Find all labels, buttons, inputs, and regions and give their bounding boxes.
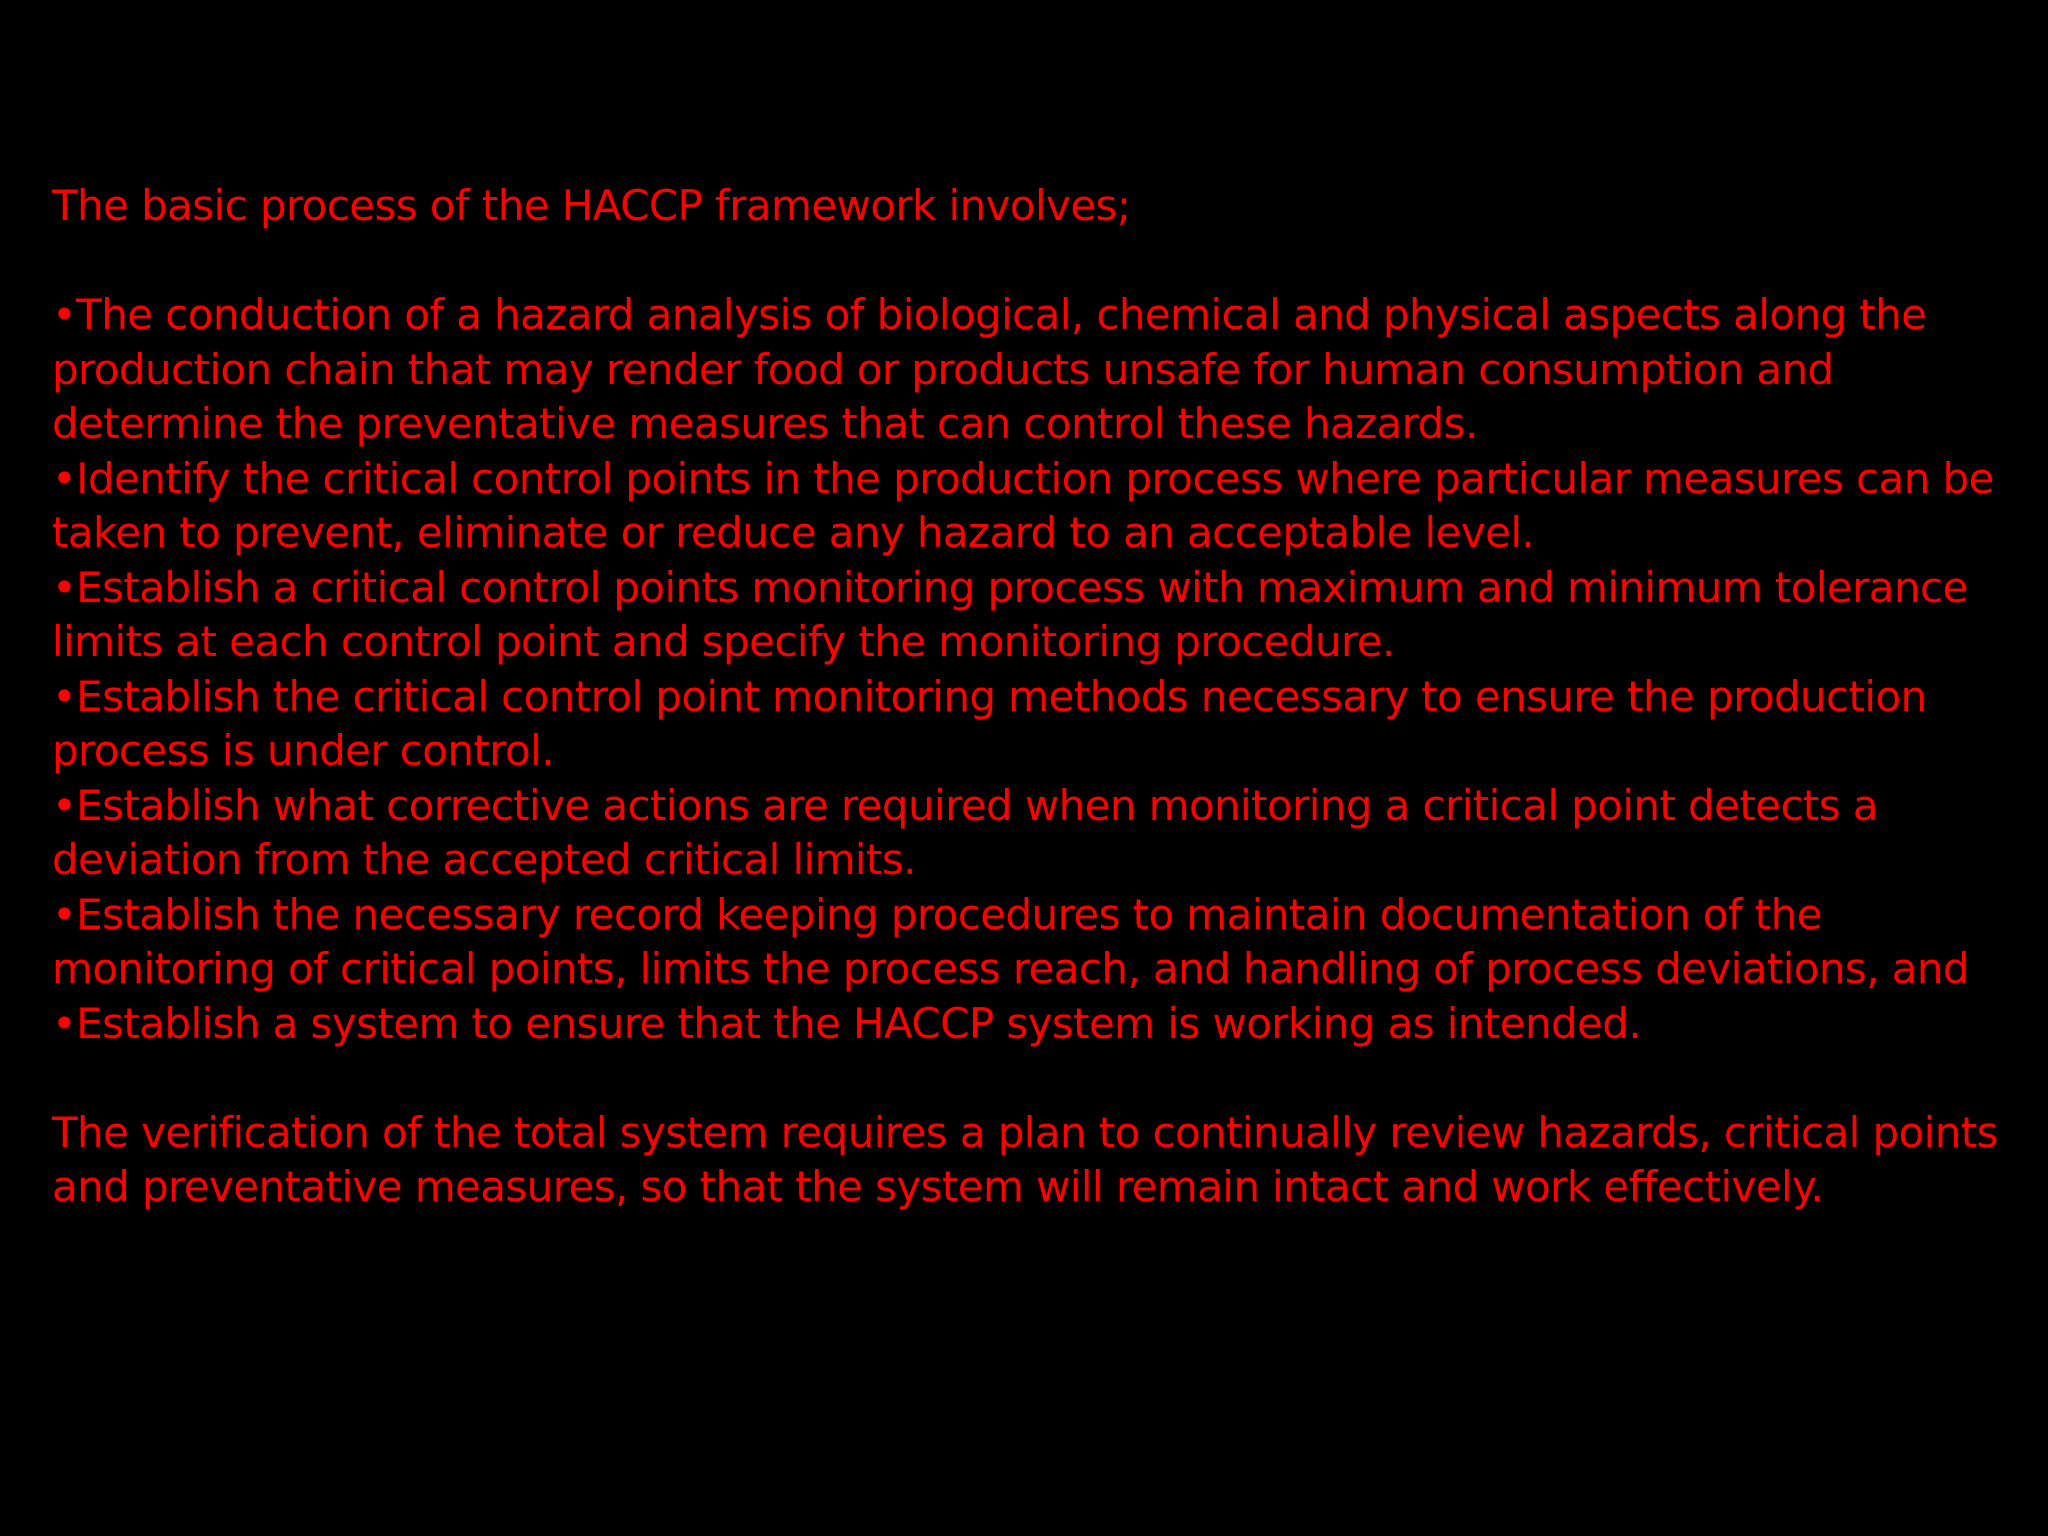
list-item-line: •Establish a critical control points monitoring process with maximum and minimum tolerance [52,562,1968,612]
list-item [52,288,2012,452]
list-item [52,452,2012,561]
list-item-line: process is under control. [52,726,554,775]
list-item-line: •Establish a system to ensure that the HACCP system is working as intended. [52,998,1642,1048]
conclusion-line: and preventative measures, so that the system will remain intact and work effectively. [52,1162,1824,1211]
list-item [52,561,2012,670]
conclusion-line: The verification of the total system requires a plan to continually review hazards, critical points [52,1107,1998,1157]
bullet-list [52,288,2012,1051]
list-item-line: •Establish what corrective actions are required when monitoring a critical point detects a [52,780,1878,830]
list-item [52,779,2012,888]
list-item-line: determine the preventative measures that can control these hazards. [52,399,1478,448]
spacer [52,234,2012,289]
intro-text: The basic process of the HACCP framework involves; [52,181,1131,230]
list-item-line: limits at each control point and specify the monitoring procedure. [52,617,1395,666]
list-item-line: taken to prevent, eliminate or reduce any hazard to an acceptable level. [52,508,1535,557]
list-item-line: •The conduction of a hazard analysis of biological, chemical and physical aspects along the [52,290,1927,339]
list-item-line: •Identify the critical control points in the production process where particular measures can be [52,453,1994,503]
list-item-line: monitoring of critical points, limits the process reach, and handling of process deviations, and [52,944,1969,993]
slide-body [52,179,2012,1215]
list-item-line: production chain that may render food or products unsafe for human consumption and [52,344,1834,394]
list-item-line: •Establish the critical control point monitoring methods necessary to ensure the production [52,671,1927,721]
list-item-line: deviation from the accepted critical limits. [52,835,916,884]
list-item [52,997,2012,1052]
list-item [52,888,2012,997]
spacer [52,1051,2012,1106]
conclusion-text [52,1106,2012,1215]
list-item-line: •Establish the necessary record keeping procedures to maintain documentation of the [52,889,1822,939]
list-item [52,670,2012,779]
